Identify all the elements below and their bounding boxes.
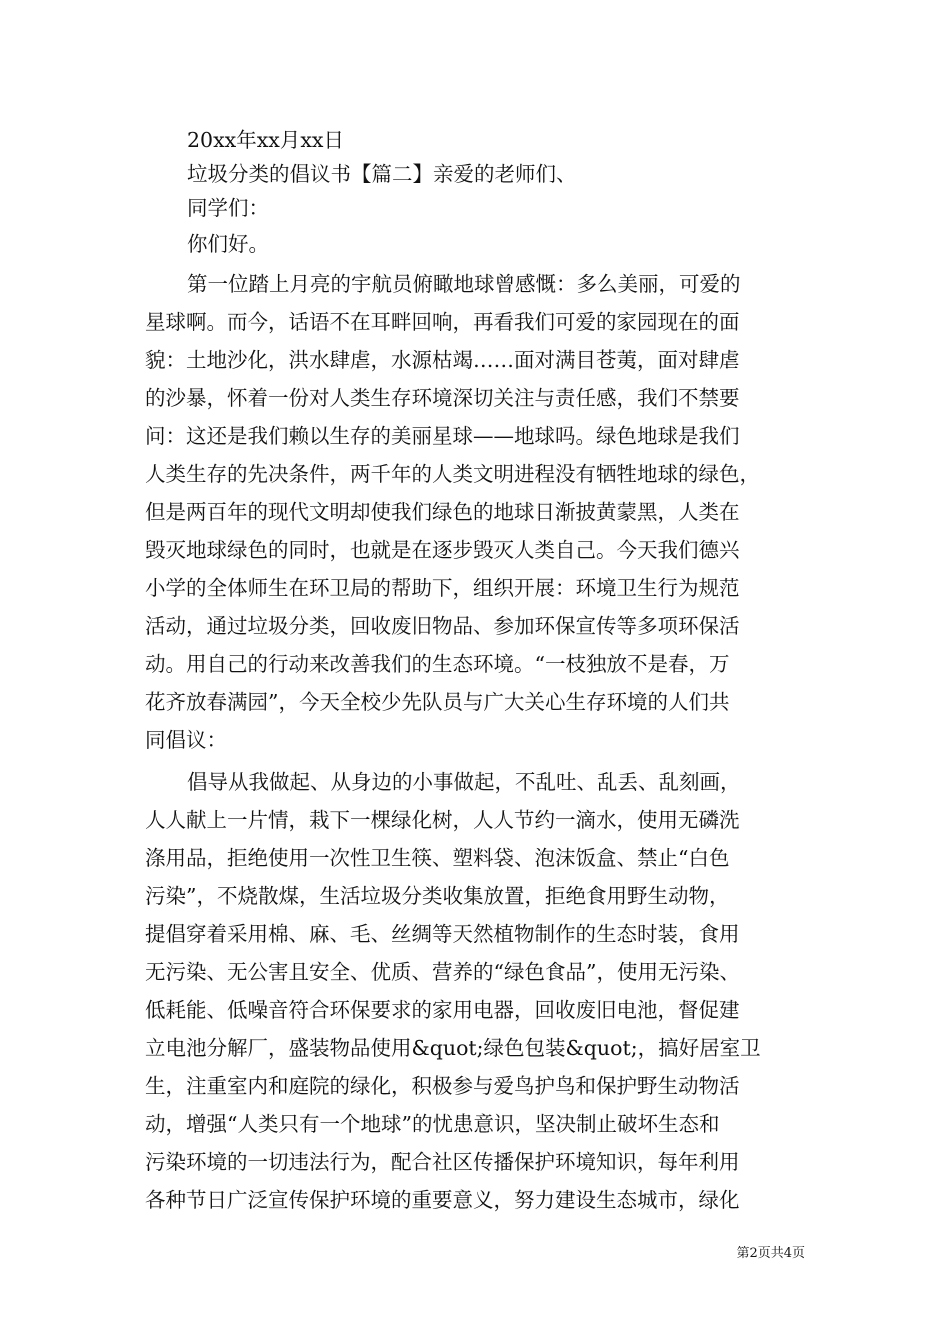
- date-line: 20xx年xx月xx日: [187, 128, 344, 152]
- paragraph-line: 貌：土地沙化，洪水肆虐，水源枯竭……面对满目苍荑，面对肆虐: [145, 348, 740, 372]
- paragraph-line: 同倡议：: [145, 728, 227, 752]
- paragraph-line: 倡导从我做起、从身边的小事做起，不乱吐、乱丢、乱刻画，: [187, 770, 741, 794]
- paragraph-line: 人人献上一片情，栽下一棵绿化树，人人节约一滴水，使用无磷洗: [145, 808, 740, 832]
- paragraph-line: 小学的全体师生在环卫局的帮助下，组织开展：环境卫生行为规范: [145, 576, 740, 600]
- paragraph-line: 问：这还是我们赖以生存的美丽星球——地球吗。绿色地球是我们: [145, 424, 740, 448]
- paragraph-line: 立电池分解厂，盛装物品使用&quot;绿色包装&quot;，搞好居室卫: [145, 1036, 761, 1060]
- paragraph-line: 活动，通过垃圾分类，回收废旧物品、参加环保宣传等多项环保活: [145, 614, 740, 638]
- paragraph-line: 提倡穿着采用棉、麻、毛、丝绸等天然植物制作的生态时装，食用: [145, 922, 740, 946]
- paragraph-line: 动，增强“人类只有一个地球”的忧患意识，坚决制止破坏生态和: [145, 1112, 720, 1136]
- paragraph-line: 人类生存的先决条件，两千年的人类文明进程没有牺牲地球的绿色，: [145, 462, 760, 486]
- paragraph-line: 但是两百年的现代文明却使我们绿色的地球日渐披黄蒙黑，人类在: [145, 500, 740, 524]
- paragraph-line: 各种节日广泛宣传保护环境的重要意义，努力建设生态城市，绿化: [145, 1188, 740, 1212]
- title-line: 垃圾分类的倡议书【篇二】亲爱的老师们、: [187, 162, 577, 186]
- paragraph-line: 星球啊。而今，话语不在耳畔回响，再看我们可爱的家园现在的面: [145, 310, 740, 334]
- paragraph-line: 污染”，不烧散煤，生活垃圾分类收集放置，拒绝食用野生动物，: [145, 884, 730, 908]
- paragraph-line: 无污染、无公害且安全、优质、营养的“绿色食品”，使用无污染、: [145, 960, 740, 984]
- paragraph-line: 生，注重室内和庭院的绿化，积极参与爱鸟护鸟和保护野生动物活: [145, 1074, 740, 1098]
- paragraph-line: 毁灭地球绿色的同时，也就是在逐步毁灭人类自己。今天我们德兴: [145, 538, 740, 562]
- paragraph-line: 花齐放春满园”，今天全校少先队员与广大关心生存环境的人们共: [145, 690, 730, 714]
- paragraph-line: 第一位踏上月亮的宇航员俯瞰地球曾感慨：多么美丽，可爱的: [187, 272, 741, 296]
- paragraph-line: 低耗能、低噪音符合环保要求的家用电器，回收废旧电池，督促建: [145, 998, 740, 1022]
- paragraph-line: 污染环境的一切违法行为，配合社区传播保护环境知识，每年利用: [145, 1150, 740, 1174]
- paragraph-line: 涤用品，拒绝使用一次性卫生筷、塑料袋、泡沫饭盒、禁止“白色: [145, 846, 730, 870]
- paragraph-line: 动。用自己的行动来改善我们的生态环境。“一枝独放不是春，万: [145, 652, 730, 676]
- greeting-line: 你们好。: [187, 232, 269, 256]
- paragraph-line: 的沙暴，怀着一份对人类生存环境深切关注与责任感，我们不禁要: [145, 386, 740, 410]
- salutation-line: 同学们：: [187, 196, 269, 220]
- page-number-footer: 第2页共4页: [736, 1246, 805, 1261]
